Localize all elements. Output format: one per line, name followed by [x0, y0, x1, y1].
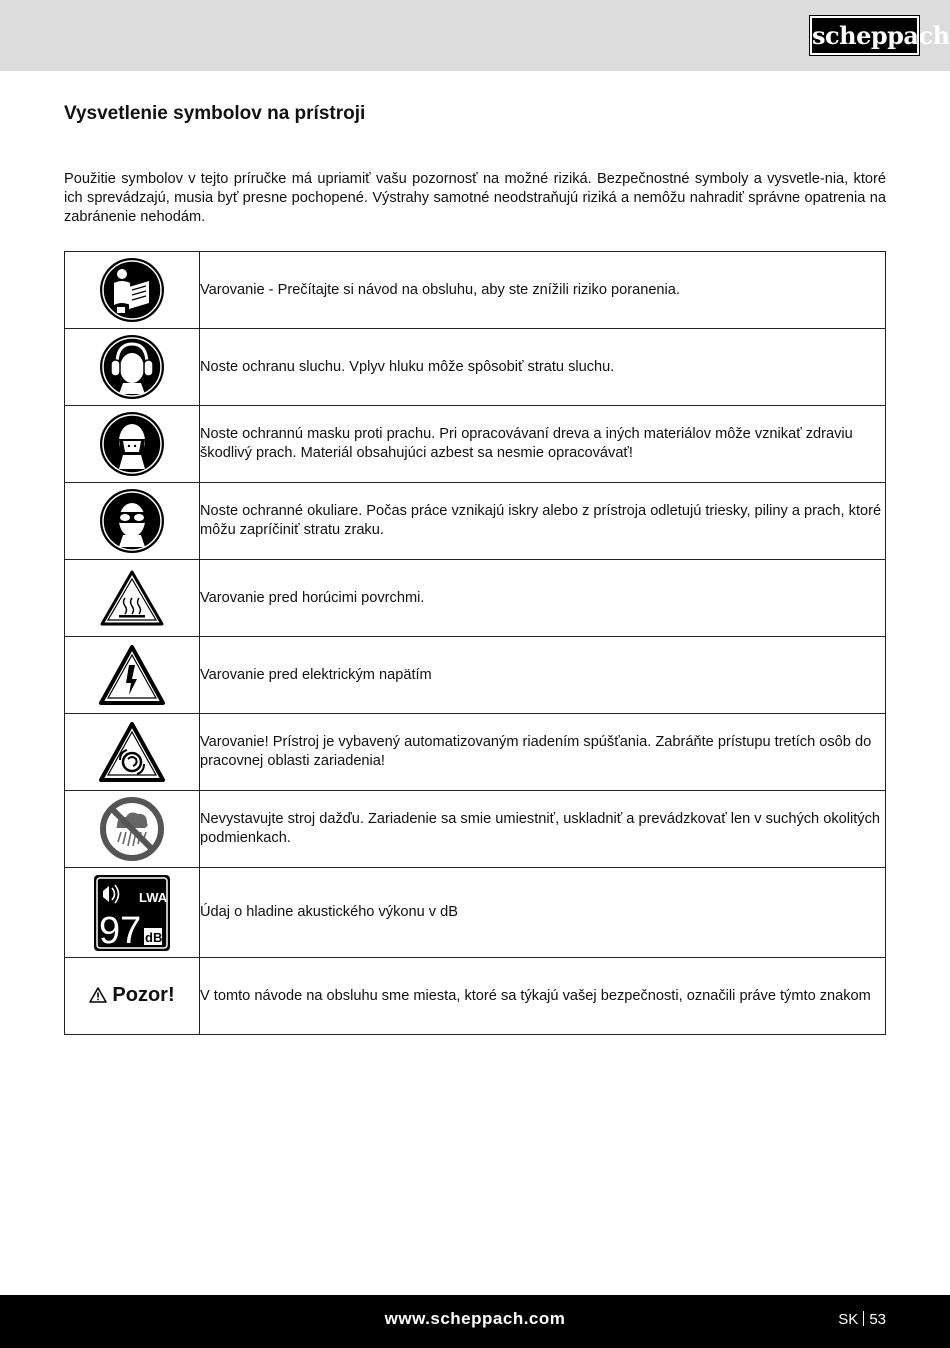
- row-text: Noste ochrannú masku proti prachu. Pri opracovávaní dreva a iných materiálov môže vznikať zdraviu škodlivý prach. Materiál obsahujúci azbest sa nesmie opracovávať!: [200, 406, 886, 483]
- table-row: [65, 637, 886, 714]
- brand-logo: scheppach: [810, 16, 919, 55]
- row-text: Nevystavujte stroj dažďu. Zariadenie sa smie umiestniť, uskladniť a prevádzkovať len v suchých okolitých podmienkach.: [200, 791, 886, 868]
- footer-band: [0, 1295, 950, 1348]
- hot-surface-icon: [99, 568, 165, 628]
- table-row: [65, 714, 886, 791]
- electric-voltage-icon: [98, 643, 166, 707]
- table-row: [65, 958, 886, 1035]
- ear-protection-icon: [99, 334, 165, 400]
- icon-cell: [65, 868, 200, 958]
- separator: [863, 1311, 864, 1326]
- pozor-text: Pozor!: [112, 983, 175, 1006]
- icon-cell: [65, 252, 200, 329]
- row-text: Údaj o hladine akustického výkonu v dB: [200, 868, 886, 958]
- sound-value: 97: [99, 909, 142, 952]
- intro-paragraph: Použitie symbolov v tejto príručke má upriamiť vašu pozornosť na možné riziká. Bezpečnostné symboly a vysvetle-nia, ktoré ich sprevádzajú, musia byť presne pochopené. Výstrahy samotné neodstraňujú riziká a nemôžu nahradiť správne opatrenia na zabránenie nehodám.: [64, 171, 886, 225]
- table-row: [65, 329, 886, 406]
- page-number: [838, 1311, 886, 1328]
- page-title: Vysvetlenie symbolov na prístroji: [64, 103, 366, 124]
- language-code: SK: [838, 1311, 859, 1328]
- icon-cell: [65, 483, 200, 560]
- sound-unit: dB: [145, 929, 163, 945]
- table-row: [65, 252, 886, 329]
- icon-cell: [65, 406, 200, 483]
- row-text: Varovanie - Prečítajte si návod na obsluhu, aby ste znížili riziko poranenia.: [200, 252, 886, 329]
- row-text: V tomto návode na obsluhu sme miesta, ktoré sa týkajú vašej bezpečnosti, označili práve týmto znakom: [200, 958, 886, 1035]
- table-row: [65, 560, 886, 637]
- icon-cell: [65, 329, 200, 406]
- row-text: Varovanie! Prístroj je vybavený automatizovaným riadením spúšťania. Zabráňte prístupu tretích osôb do pracovnej oblasti zariadenia!: [200, 714, 886, 791]
- footer-url[interactable]: www.scheppach.com: [384, 1309, 566, 1328]
- dust-mask-icon: [99, 411, 165, 477]
- icon-cell: [65, 958, 200, 1035]
- table-row: [65, 791, 886, 868]
- read-manual-icon: [99, 257, 165, 323]
- row-text: Varovanie pred horúcimi povrchmi.: [200, 560, 886, 637]
- safety-goggles-icon: [99, 488, 165, 554]
- symbols-table: [64, 251, 886, 1035]
- pozor-label: [89, 984, 174, 1007]
- header-band: [0, 0, 950, 71]
- sound-label: LWA: [139, 889, 168, 905]
- table-row: [65, 406, 886, 483]
- sound-power-icon: [93, 874, 171, 952]
- icon-cell: [65, 714, 200, 791]
- row-text: Varovanie pred elektrickým napätím: [200, 637, 886, 714]
- no-rain-icon: [99, 796, 165, 862]
- warning-triangle-icon: [89, 987, 107, 1003]
- row-text: Noste ochranné okuliare. Počas práce vznikajú iskry alebo z prístroja odletujú triesky, piliny a prach, ktoré môžu zapríčiniť stratu zraku.: [200, 483, 886, 560]
- table-row: [65, 868, 886, 958]
- icon-cell: [65, 791, 200, 868]
- automatic-start-icon: [98, 720, 166, 784]
- icon-cell: [65, 560, 200, 637]
- icon-cell: [65, 637, 200, 714]
- row-text: Noste ochranu sluchu. Vplyv hluku môže spôsobiť stratu sluchu.: [200, 329, 886, 406]
- table-row: [65, 483, 886, 560]
- page-num: 53: [869, 1311, 886, 1328]
